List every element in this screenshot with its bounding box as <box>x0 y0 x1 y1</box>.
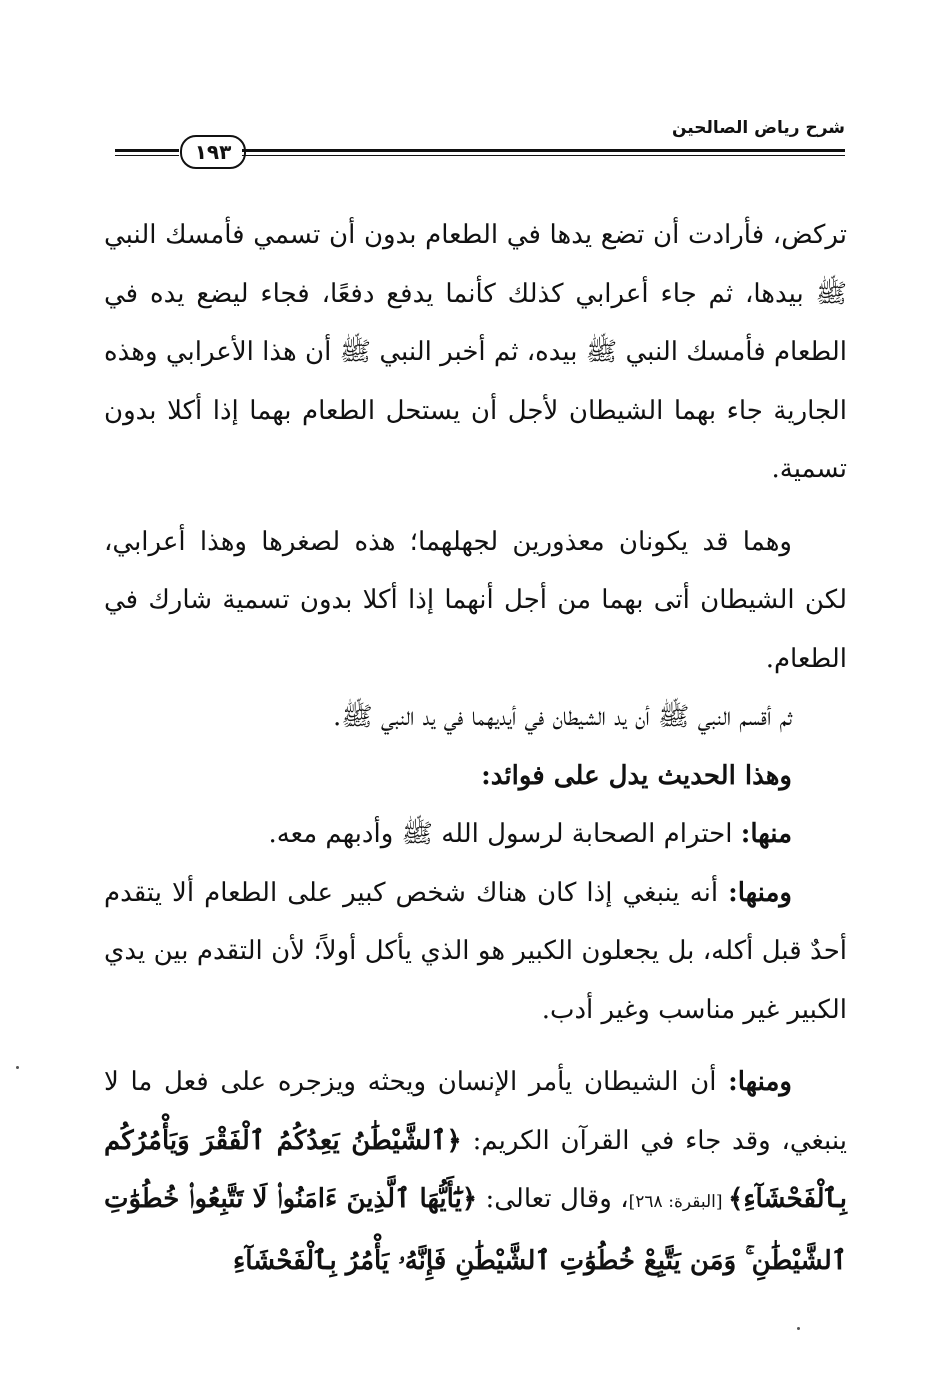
header-rule-left <box>115 149 179 156</box>
benefits-heading: وهذا الحديث يدل على فوائد: <box>481 760 792 791</box>
margin-speck <box>797 1327 800 1330</box>
benefit-3-connector: ، وقال تعالى: <box>477 1184 629 1214</box>
quran-verse-1: ﴿ٱلشَّيْطَٰنُ يَعِدُكُمُ ٱلْفَقْرَ وَيَأْمُرُكُم بِٱلْفَحْشَآءِ﴾ <box>104 1125 847 1214</box>
page-body <box>104 206 847 1290</box>
verse-citation: [البقرة: ٢٦٨] <box>628 1192 729 1212</box>
paragraph-1: تركض، فأرادت أن تضع يدها في الطعام بدون أن تسمي فأمسك النبي ﷺ بيدها، ثم جاء أعرابي كذلك كأنما يدفع دفعًا، فجاء ليضع يده في الطعام فأمسك النبي ﷺ بيده، ثم أخبر النبي ﷺ أن هذا الأعرابي وهذه الجارية جاء بهما الشيطان لأجل أن يستحل الطعام بهما إذا أكلا بدون تسمية. <box>104 220 848 484</box>
paragraph-3: ثم أقسم النبي ﷺ أن يد الشيطان في أيديهما في يد النبي ﷺ. <box>332 702 792 732</box>
page-header <box>110 108 845 168</box>
benefit-2-text: أنه ينبغي إذا كان هناك شخص كبير على الطعام ألا يتقدم أحدٌ قبل أكله، بل يجعلون الكبير هو الذي يأكل أولاً؛ لأن التقدم بين يدي الكبير غير مناسب وغير أدب. <box>104 877 847 1025</box>
benefit-1-lead: منها: <box>740 819 792 849</box>
benefit-3-text: أن الشيطان يأمر الإنسان ويحثه ويزجره على فعل ما لا ينبغي، وقد جاء في القرآن الكريم: <box>104 1067 847 1156</box>
paragraph-2: وهما قد يكونان معذورين لجهلهما؛ هذه لصغرها وهذا أعرابي، لكن الشيطان أتى بهما من أجل أنهما إذا أكلا بدون تسمية شارك في الطعام. <box>104 526 847 674</box>
benefit-3-lead: ومنها: <box>728 1067 792 1097</box>
book-title: شرح رياض الصالحين <box>671 118 845 138</box>
quran-verse-2: ﴿يَٰٓأَيُّهَا ٱلَّذِينَ ءَامَنُوا۟ لَا تَتَّبِعُوا۟ خُطُوَٰتِ ٱلشَّيْطَٰنِ ۚ وَمَن يَتَّبِعْ خُطُوَٰتِ ٱلشَّيْطَٰنِ فَإِنَّهُۥ يَأْمُرُ بِٱلْفَحْشَآءِ <box>104 1184 847 1276</box>
benefit-2-lead: ومنها: <box>728 877 792 908</box>
header-rule-right <box>242 149 845 156</box>
margin-speck <box>16 1066 19 1069</box>
benefit-2 <box>104 864 847 1040</box>
benefit-3 <box>104 1053 847 1290</box>
benefit-1 <box>104 805 847 864</box>
benefit-1-text: احترام الصحابة لرسول الله ﷺ وأدبهم معه. <box>268 819 741 849</box>
page-number: ١٩٣ <box>180 135 246 169</box>
